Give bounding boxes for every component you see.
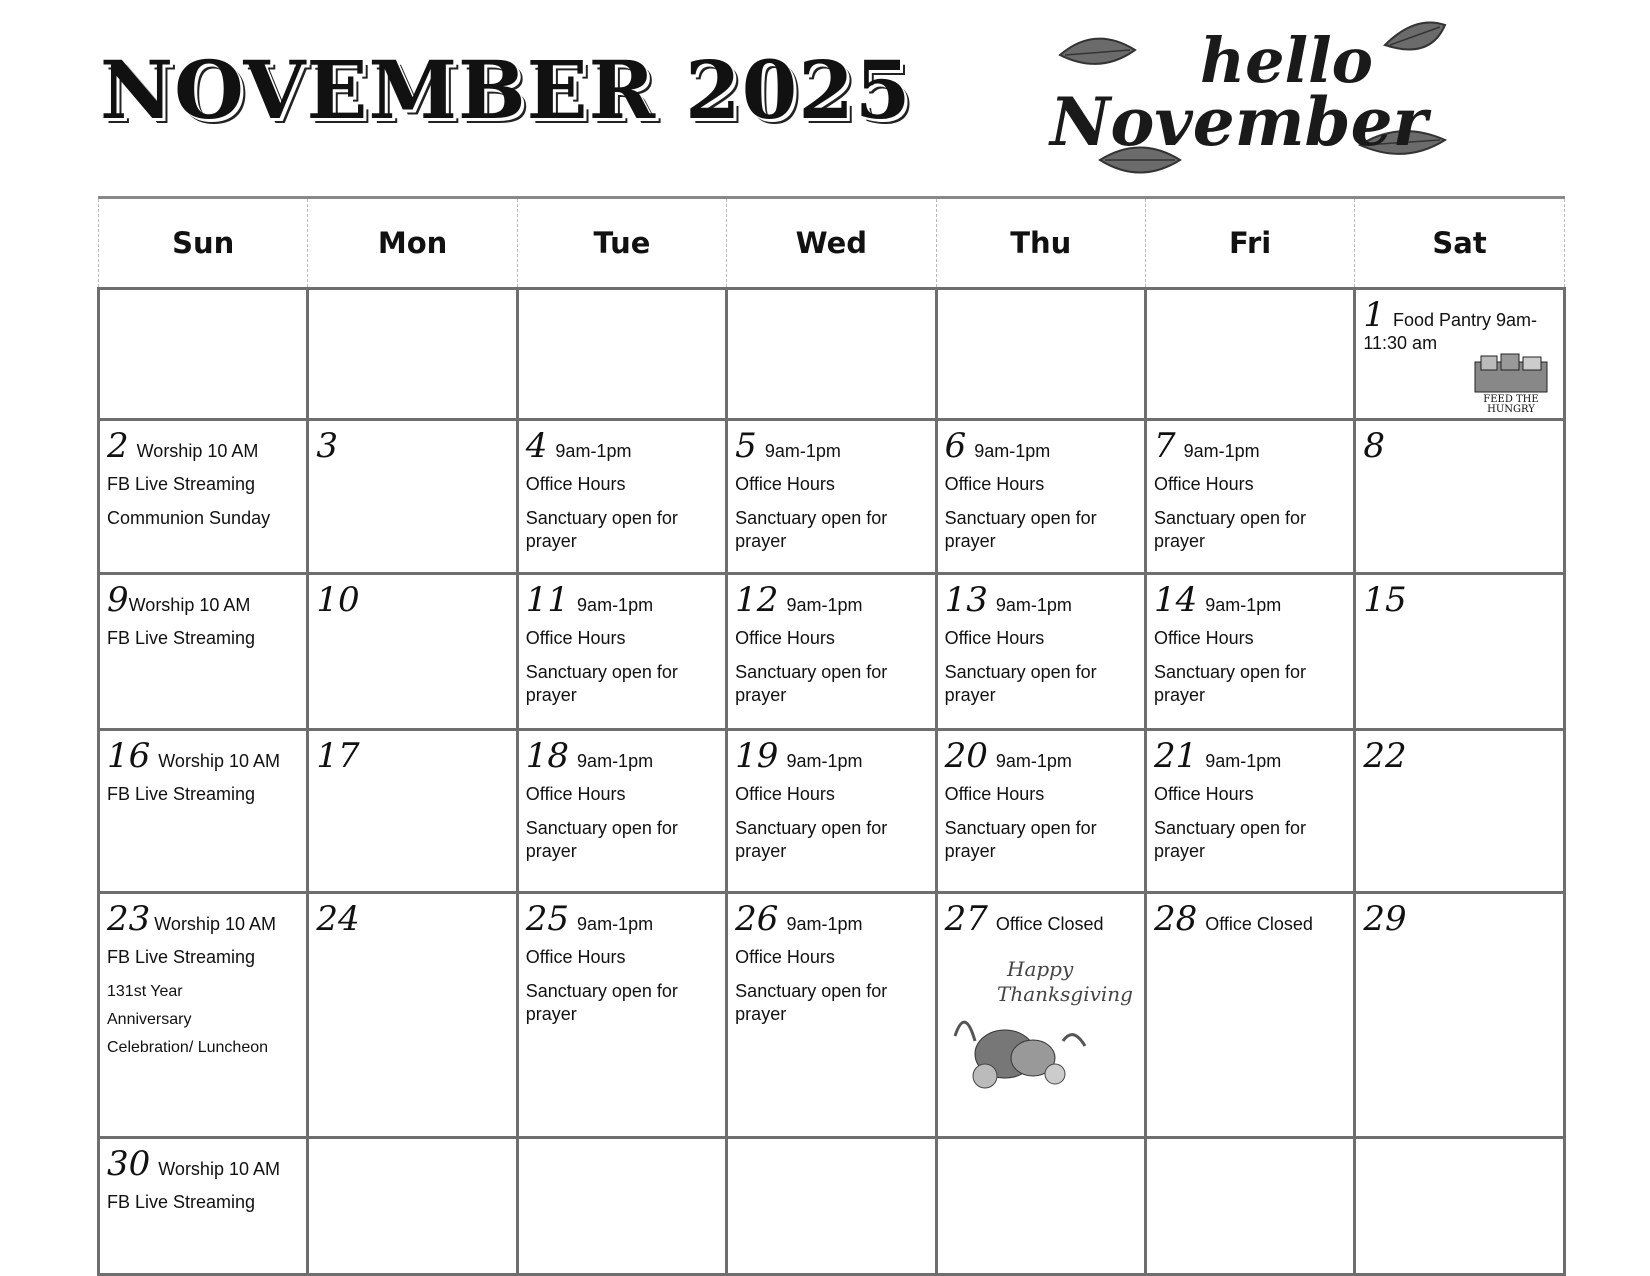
- office-hours-event: Office Hours: [1153, 784, 1254, 805]
- day-number: 17: [316, 736, 360, 776]
- empty-cell: [936, 1138, 1145, 1275]
- day-cell-27: [936, 893, 1145, 1138]
- worship-event: Worship 10 AM: [158, 751, 280, 771]
- day-number: 14: [1153, 580, 1198, 620]
- day-number: 4: [525, 426, 548, 466]
- hello-november-graphic: [1040, 10, 1480, 185]
- office-hours-event: Office Hours: [525, 784, 626, 805]
- day-number: 15: [1363, 580, 1407, 620]
- day-cell-8: [1355, 420, 1564, 574]
- week-row: [99, 1138, 1565, 1275]
- hours-event: 9am-1pm: [577, 914, 654, 934]
- hours-event: 9am-1pm: [786, 914, 863, 934]
- feed-the-hungry-icon: [1467, 352, 1555, 414]
- office-hours-event: Office Hours: [735, 784, 835, 805]
- office-closed-event: Office Closed: [995, 914, 1104, 934]
- anniversary-line-1: 131st Year: [107, 982, 183, 1000]
- empty-cell: [727, 1138, 936, 1275]
- day-cell-4: [517, 420, 726, 574]
- week-row: [99, 893, 1565, 1138]
- calendar-grid: [97, 196, 1566, 1276]
- day-number: 23: [107, 899, 151, 939]
- day-number: 22: [1363, 736, 1407, 776]
- sanctuary-event: Sanctuary open for prayer: [944, 661, 1097, 706]
- weekday-thu: Thu: [936, 198, 1145, 289]
- day-number: 2: [107, 426, 129, 466]
- day-cell-26: [727, 893, 936, 1138]
- sanctuary-event: Sanctuary open for prayer: [735, 817, 888, 862]
- day-cell-22: [1355, 730, 1564, 893]
- day-cell-2: [99, 420, 308, 574]
- worship-event: Worship 10 AM: [158, 1159, 280, 1179]
- hours-event: 9am-1pm: [786, 751, 863, 771]
- fb-live-event: FB Live Streaming: [107, 784, 256, 805]
- worship-event: Worship 10 AM: [128, 595, 251, 615]
- day-cell-9: [99, 574, 308, 730]
- day-cell-10: [308, 574, 517, 730]
- day-number: 30: [107, 1144, 151, 1184]
- day-number: 28: [1153, 899, 1198, 939]
- office-hours-event: Office Hours: [735, 628, 835, 649]
- office-hours-event: Office Hours: [944, 784, 1045, 805]
- sanctuary-event: Sanctuary open for prayer: [525, 507, 678, 552]
- office-hours-event: Office Hours: [1153, 628, 1254, 649]
- weekday-fri: Fri: [1145, 198, 1354, 289]
- day-number: 12: [735, 580, 779, 620]
- day-cell-5: [727, 420, 936, 574]
- weekday-sat: Sat: [1355, 198, 1564, 289]
- hours-event: 9am-1pm: [764, 441, 841, 461]
- fb-live-event: FB Live Streaming: [107, 474, 256, 495]
- day-number: 11: [525, 580, 570, 620]
- sanctuary-event: Sanctuary open for prayer: [525, 980, 678, 1025]
- day-cell-24: [308, 893, 517, 1138]
- day-cell-18: [517, 730, 726, 893]
- hours-event: 9am-1pm: [1205, 595, 1282, 615]
- sanctuary-event: Sanctuary open for prayer: [1153, 507, 1307, 552]
- empty-cell: [517, 289, 726, 420]
- pantry-caption-2: HUNGRY: [1486, 404, 1535, 415]
- sanctuary-event: Sanctuary open for prayer: [1153, 661, 1307, 706]
- november-text: November: [1050, 83, 1428, 161]
- office-hours-event: Office Hours: [735, 947, 835, 968]
- day-cell-20: [936, 730, 1145, 893]
- day-cell-13: [936, 574, 1145, 730]
- day-number: 29: [1363, 899, 1407, 939]
- day-cell-7: [1145, 420, 1354, 574]
- day-number: 6: [944, 426, 967, 466]
- office-hours-event: Office Hours: [525, 628, 626, 649]
- sanctuary-event: Sanctuary open for prayer: [735, 507, 888, 552]
- sanctuary-event: Sanctuary open for prayer: [735, 661, 888, 706]
- weekday-sun: Sun: [99, 198, 308, 289]
- office-closed-event: Office Closed: [1205, 914, 1313, 934]
- day-cell-30: [99, 1138, 308, 1275]
- fb-live-event: FB Live Streaming: [107, 628, 256, 649]
- day-number: 9: [107, 580, 129, 620]
- hours-event: 9am-1pm: [577, 751, 654, 771]
- page-title: NOVEMBER 2025: [100, 43, 912, 137]
- leaf-icon: [1060, 39, 1135, 64]
- day-number: 27: [944, 899, 988, 939]
- day-cell-23: [99, 893, 308, 1138]
- day-cell-21: [1145, 730, 1354, 893]
- day-number: 20: [944, 736, 988, 776]
- day-cell-6: [936, 420, 1145, 574]
- day-number: 1: [1363, 295, 1385, 335]
- week-row: [99, 730, 1565, 893]
- office-hours-event: Office Hours: [1153, 474, 1254, 495]
- weekday-mon: Mon: [308, 198, 517, 289]
- day-number: 7: [1153, 426, 1176, 466]
- day-cell-14: [1145, 574, 1354, 730]
- empty-cell: [308, 289, 517, 420]
- week-row: [99, 289, 1565, 420]
- day-cell-16: [99, 730, 308, 893]
- sanctuary-event: Sanctuary open for prayer: [944, 507, 1097, 552]
- week-row: [99, 574, 1565, 730]
- empty-cell: [1145, 289, 1354, 420]
- day-cell-17: [308, 730, 517, 893]
- worship-event: Worship 10 AM: [136, 441, 259, 461]
- day-number: 21: [1153, 736, 1198, 776]
- day-number: 24: [316, 899, 360, 939]
- weekday-wed: Wed: [727, 198, 936, 289]
- communion-event: Communion Sunday: [107, 507, 271, 528]
- day-cell-19: [727, 730, 936, 893]
- day-number: 8: [1363, 426, 1385, 466]
- day-number: 25: [525, 899, 570, 939]
- pantry-caption-1: FEED THE: [1483, 394, 1539, 405]
- day-cell-3: [308, 420, 517, 574]
- day-cell-28: [1145, 893, 1354, 1138]
- day-cell-11: [517, 574, 726, 730]
- office-hours-event: Office Hours: [525, 474, 626, 495]
- day-number: 16: [107, 736, 151, 776]
- fb-live-event: FB Live Streaming: [107, 947, 256, 968]
- day-number: 26: [735, 899, 779, 939]
- sanctuary-event: Sanctuary open for prayer: [1153, 817, 1307, 862]
- day-number: 5: [735, 426, 757, 466]
- empty-cell: [517, 1138, 726, 1275]
- week-row: [99, 420, 1565, 574]
- day-number: 3: [316, 426, 339, 466]
- thanks-text-1: Happy: [1006, 957, 1073, 982]
- office-hours-event: Office Hours: [735, 474, 835, 495]
- hours-event: 9am-1pm: [974, 441, 1051, 461]
- thanks-text-2: Thanksgiving: [996, 982, 1133, 1007]
- empty-cell: [1145, 1138, 1354, 1275]
- empty-cell: [727, 289, 936, 420]
- day-number: 13: [944, 580, 988, 620]
- day-cell-15: [1355, 574, 1564, 730]
- sanctuary-event: Sanctuary open for prayer: [525, 661, 678, 706]
- fb-live-event: FB Live Streaming: [107, 1192, 256, 1213]
- sanctuary-event: Sanctuary open for prayer: [525, 817, 678, 862]
- office-hours-event: Office Hours: [525, 947, 626, 968]
- day-number: 19: [735, 736, 779, 776]
- anniversary-line-3: Celebration/ Luncheon: [107, 1038, 269, 1056]
- day-cell-29: [1355, 893, 1564, 1138]
- day-number: 18: [525, 736, 570, 776]
- hours-event: 9am-1pm: [995, 751, 1072, 771]
- empty-cell: [1355, 1138, 1564, 1275]
- happy-thanksgiving-icon: [945, 946, 1133, 1096]
- hours-event: 9am-1pm: [786, 595, 863, 615]
- hours-event: 9am-1pm: [1205, 751, 1282, 771]
- hours-event: 9am-1pm: [1183, 441, 1260, 461]
- worship-event: Worship 10 AM: [154, 914, 276, 934]
- day-number: 10: [316, 580, 360, 620]
- empty-cell: [308, 1138, 517, 1275]
- weekday-tue: Tue: [517, 198, 726, 289]
- office-hours-event: Office Hours: [944, 474, 1045, 495]
- empty-cell: [936, 289, 1145, 420]
- day-cell-1: [1355, 289, 1564, 420]
- day-cell-25: [517, 893, 726, 1138]
- sanctuary-event: Sanctuary open for prayer: [735, 980, 888, 1025]
- sanctuary-event: Sanctuary open for prayer: [944, 817, 1097, 862]
- hello-text: hello: [1200, 24, 1373, 97]
- hours-event: 9am-1pm: [555, 441, 632, 461]
- day-cell-12: [727, 574, 936, 730]
- food-pantry-event: Food Pantry 9am-11:30 am: [1363, 310, 1538, 354]
- hours-event: 9am-1pm: [995, 595, 1072, 615]
- weekday-header-row: [99, 198, 1565, 289]
- hours-event: 9am-1pm: [577, 595, 654, 615]
- empty-cell: [99, 289, 308, 420]
- anniversary-line-2: Anniversary: [107, 1010, 192, 1028]
- office-hours-event: Office Hours: [944, 628, 1045, 649]
